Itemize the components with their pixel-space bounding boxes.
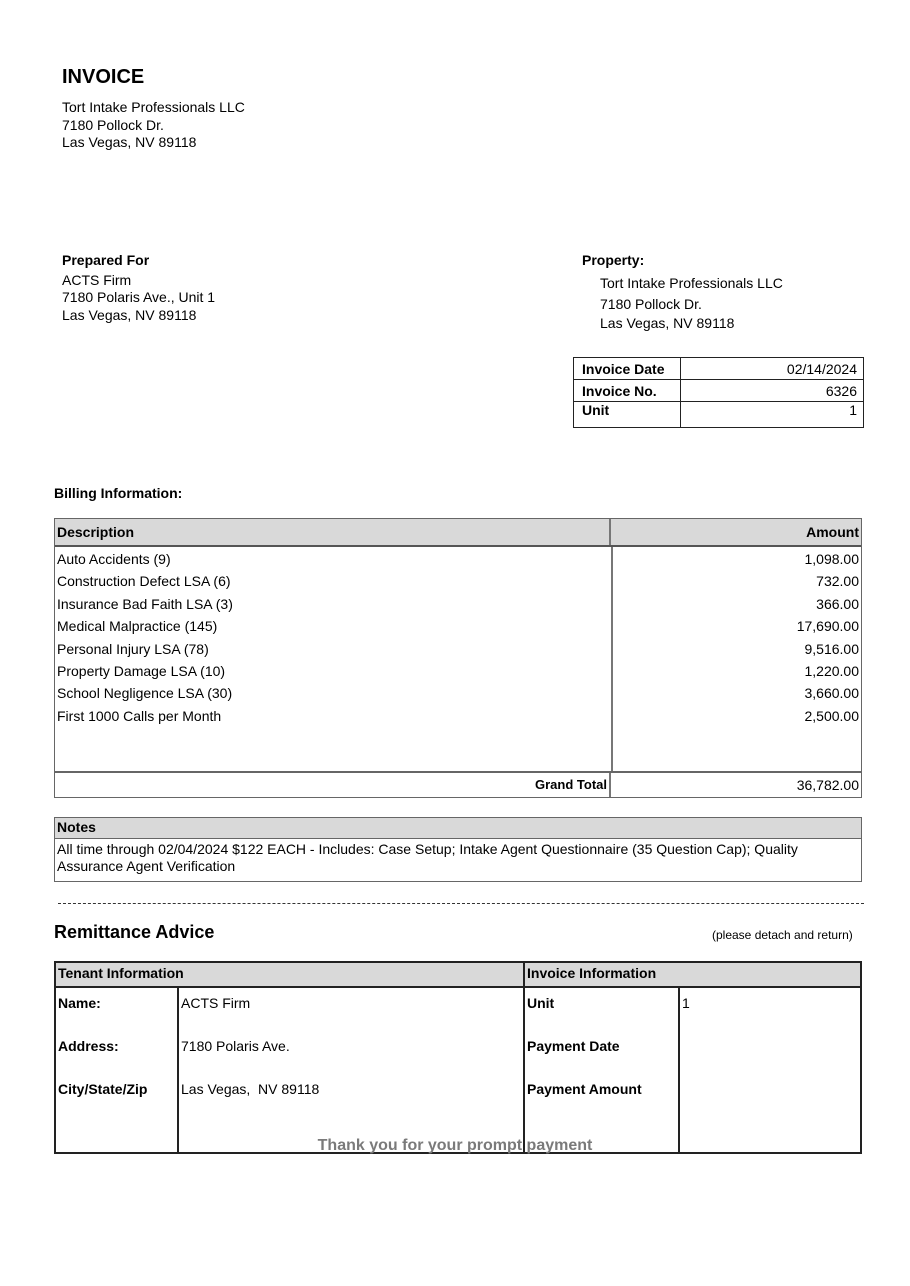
line-item-amount: 9,516.00 <box>804 640 859 657</box>
billing-heading: Billing Information: <box>54 485 183 501</box>
property-label: Property: <box>582 252 645 268</box>
property-city: Las Vegas, NV 89118 <box>600 314 735 331</box>
line-item-amount: 1,220.00 <box>804 662 859 679</box>
description-column <box>55 547 613 771</box>
line-item-description: School Negligence LSA (30) <box>57 685 233 702</box>
notes-box <box>54 817 862 882</box>
tenant-name-label: Name: <box>58 995 101 1011</box>
meta-row-invoice-date <box>574 358 864 380</box>
prepared-for-label: Prepared For <box>62 252 150 268</box>
client-city: Las Vegas, NV 89118 <box>62 306 197 323</box>
payment-amount-label: Payment Amount <box>524 1074 679 1117</box>
line-item-description: Auto Accidents (9) <box>57 551 171 567</box>
remittance-title: Remittance Advice <box>54 922 215 942</box>
tenant-info-header: Tenant Information <box>55 962 524 987</box>
detach-line <box>58 903 864 904</box>
payment-date-field[interactable] <box>679 1031 861 1074</box>
description-column-header: Description <box>55 519 611 545</box>
tenant-city-value: Las Vegas, NV 89118 <box>178 1074 524 1117</box>
sender-address <box>62 99 245 152</box>
sender-name: Tort Intake Professionals LLC <box>62 99 245 115</box>
line-item-description: Personal Injury LSA (78) <box>57 640 209 657</box>
tenant-name-value: ACTS Firm <box>178 987 524 1031</box>
property-name: Tort Intake Professionals LLC <box>600 274 783 291</box>
payment-amount-field[interactable] <box>679 1074 861 1117</box>
invoice-unit-label: Unit <box>524 987 679 1031</box>
billing-header-row <box>55 519 861 547</box>
line-item-amount: 3,660.00 <box>804 685 859 702</box>
meta-row-invoice-no <box>574 380 864 402</box>
unit-value: 1 <box>681 402 864 428</box>
thank-you-message: Thank you for your prompt payment <box>317 1137 593 1154</box>
client-street: 7180 Polaris Ave., Unit 1 <box>62 289 216 305</box>
line-item-description: Property Damage LSA (10) <box>57 662 226 679</box>
billing-table <box>54 518 862 798</box>
remittance-row <box>55 1031 861 1074</box>
tenant-address-label: Address: <box>58 1038 119 1054</box>
grand-total-label: Grand Total <box>55 773 611 797</box>
remittance-row <box>55 987 861 1031</box>
line-item-amount: 1,098.00 <box>804 551 859 567</box>
line-item-amount: 366.00 <box>816 595 859 612</box>
invoice-meta-table <box>573 357 864 428</box>
remittance-row <box>55 1074 861 1117</box>
line-item-amount: 732.00 <box>816 573 859 590</box>
sender-city: Las Vegas, NV 89118 <box>62 134 197 150</box>
invoice-number-value: 6326 <box>681 380 864 402</box>
remittance-table <box>54 961 862 1154</box>
meta-row-unit <box>574 402 864 428</box>
line-item-amount: 2,500.00 <box>804 707 859 724</box>
detach-note: (please detach and return) <box>712 928 853 942</box>
line-item-description: Insurance Bad Faith LSA (3) <box>57 595 233 612</box>
tenant-city-label: City/State/Zip <box>58 1081 148 1097</box>
line-item-description: Construction Defect LSA (6) <box>57 573 231 590</box>
invoice-date-value: 02/14/2024 <box>681 358 864 380</box>
payment-date-label: Payment Date <box>524 1031 679 1074</box>
line-item-amount: 17,690.00 <box>796 618 859 635</box>
meta-label: Invoice Date <box>574 358 681 380</box>
invoice-unit-value: 1 <box>679 987 861 1031</box>
tenant-address-value: 7180 Polaris Ave. <box>178 1031 524 1074</box>
meta-label: Invoice No. <box>574 380 681 402</box>
sender-street: 7180 Pollock Dr. <box>62 116 164 133</box>
meta-label: Unit <box>574 402 681 428</box>
invoice-info-header: Invoice Information <box>524 962 861 987</box>
prepared-for-block <box>62 252 215 324</box>
line-item-description: Medical Malpractice (145) <box>57 618 218 635</box>
line-item-description: First 1000 Calls per Month <box>57 707 222 724</box>
amount-column-header: Amount <box>806 524 859 540</box>
grand-total-value: 36,782.00 <box>796 777 859 793</box>
client-name: ACTS Firm <box>62 271 132 288</box>
invoice-title: INVOICE <box>62 66 145 88</box>
notes-text: All time through 02/04/2024 $122 EACH - Includes: Case Setup; Intake Agent Questionnaire (35 Question Cap); Quality Assurance Agent Verification <box>57 841 798 874</box>
grand-total-row <box>55 773 861 797</box>
property-street: 7180 Pollock Dr. <box>600 295 702 312</box>
amount-column <box>613 547 861 771</box>
notes-label: Notes <box>55 818 861 839</box>
property-block <box>582 252 783 332</box>
